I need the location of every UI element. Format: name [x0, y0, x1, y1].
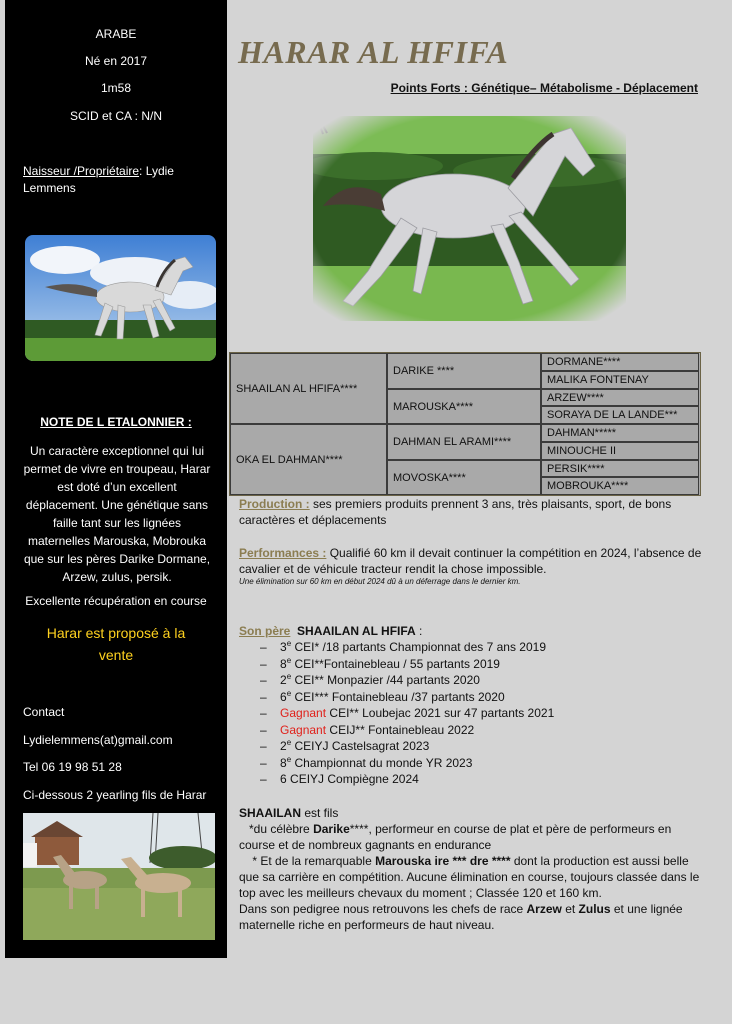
pedigree-dds: PERSIK**** [541, 460, 699, 477]
pedigree-sdd: SORAYA DE LA LANDE*** [541, 406, 699, 424]
performances-section [239, 545, 709, 587]
contact-email: Lydielemmens(at)gmail.com [23, 733, 173, 747]
breed-text: ARABE [95, 27, 137, 41]
pedigree-sire: SHAAILAN AL HFIFA**** [230, 353, 387, 424]
father-name: SHAAILAN AL HFIFA [297, 624, 416, 638]
pedigree-ddd: MOBROUKA**** [541, 477, 699, 495]
pedigree-dam: OKA EL DAHMAN**** [230, 424, 387, 495]
pedigree-dam-dam: MOVOSKA**** [387, 460, 541, 495]
pedigree-sss: DORMANE**** [541, 353, 699, 371]
shaailan-pedigree: Dans son pedigree nous retrouvons les chefs de race Arzew et Zulus et une lignée maternelle riche en performeurs de haut niveau. [239, 902, 683, 932]
shaailan-heading: SHAAILAN est fils [239, 806, 339, 820]
yearling-note: Ci-dessous 2 yearling fils de Harar [23, 788, 207, 802]
shaailan-marouska: * Et de la remarquable Marouska ire *** dre **** dont la production est aussi belle que sa carrière en compétition. Aucune élimination en course, toujours classée dans le top avec les meilleurs chevaux du moment ; Classée 120 et 160 km. [239, 854, 700, 900]
production-label: Production : [239, 497, 310, 511]
pedigree-sire-dam: MAROUSKA**** [387, 389, 541, 424]
horse-photo-sidebar [25, 235, 216, 361]
note-text: Un caractère exceptionnel qui lui permet de vivre en troupeau, Harar est doté d’un excellent déplacement. Une génétique sans faille tant sur les lignées maternelles Marouska, Mobrouka que sur les pères Darike Dormane, Arzew, zulus, persik. [23, 444, 211, 584]
yearlings-photo [23, 813, 215, 940]
list-item: – 2e CEI** Monpazier /44 partants 2020 [260, 672, 480, 687]
father-heading [239, 623, 709, 639]
pedigree-dsd: MINOUCHE II [541, 442, 699, 460]
father-results [260, 639, 554, 788]
breeder-label: Naisseur /Propriétaire [23, 164, 140, 178]
strong-points: Points Forts : Génétique– Métabolisme - Déplacement [390, 81, 698, 95]
father-colon: : [415, 624, 423, 638]
recovery-text: Excellente récupération en course [25, 594, 207, 608]
list-item: – 6e CEI*** Fontainebleau /37 partants 2020 [260, 688, 505, 704]
shaailan-darike: *du célèbre Darike****, performeur en course de plat et père de performeurs en course et de nombreux gagnants en endurance [239, 822, 672, 852]
pedigree-dss: DAHMAN***** [541, 424, 699, 442]
note-title: NOTE DE L ETALONNIER : [40, 415, 192, 429]
contact-label: Contact [23, 705, 65, 719]
production-text: ses premiers produits prennent 3 ans, très plaisants, sport, de bons caractères et déplacements [239, 497, 672, 527]
contact-phone: Tel 06 19 98 51 28 [23, 760, 122, 774]
height-text: 1m58 [100, 81, 132, 95]
performances-text: Qualifié 60 km il devait continuer la compétition en 2024, l’absence de cavalier et de véhicule tracteur rendit la chose impossible. [239, 546, 702, 576]
list-item: – Gagnant CEIJ** Fontainebleau 2022 [260, 722, 475, 737]
breeder-info [23, 163, 218, 197]
breeder-value: : Lydie Lemmens [23, 164, 174, 195]
father-label: Son père [239, 624, 291, 638]
performances-note: Une élimination sur 60 km en début 2024 dû à un déferrage dans le dernier km. [239, 577, 521, 586]
list-item: – 3e CEI* /18 partants Championnat des 7 ans 2019 [260, 639, 547, 654]
pedigree-sds: ARZEW**** [541, 389, 699, 406]
list-item: – 6 CEIYJ Compiègne 2024 [260, 772, 419, 786]
shaailan-section [239, 805, 704, 933]
list-item: – 8e Championnat du monde YR 2023 [260, 754, 473, 770]
sidebar [5, 0, 227, 958]
pedigree-sire-sire: DARIKE **** [387, 353, 541, 389]
list-item: – 2e CEIYJ Castelsagrat 2023 [260, 738, 430, 753]
sale-text: Harar est proposé à la vente [46, 625, 186, 663]
production-section [239, 496, 709, 528]
list-item: – Gagnant CEI** Loubejac 2021 sur 47 partants 2021 [260, 706, 555, 720]
performances-label: Performances : [239, 546, 327, 560]
pedigree-ssd: MALIKA FONTENAY [541, 371, 699, 389]
page-title: HARAR AL HFIFA [238, 34, 509, 70]
pedigree-dam-sire: DAHMAN EL ARAMI**** [387, 424, 541, 460]
horse-photo-main [313, 116, 626, 321]
list-item: – 8e CEI**Fontainebleau / 55 partants 2019 [260, 655, 500, 671]
pedigree-table [229, 352, 701, 496]
birth-year: Né en 2017 [84, 54, 148, 68]
scid-text: SCID et CA : N/N [69, 109, 163, 123]
